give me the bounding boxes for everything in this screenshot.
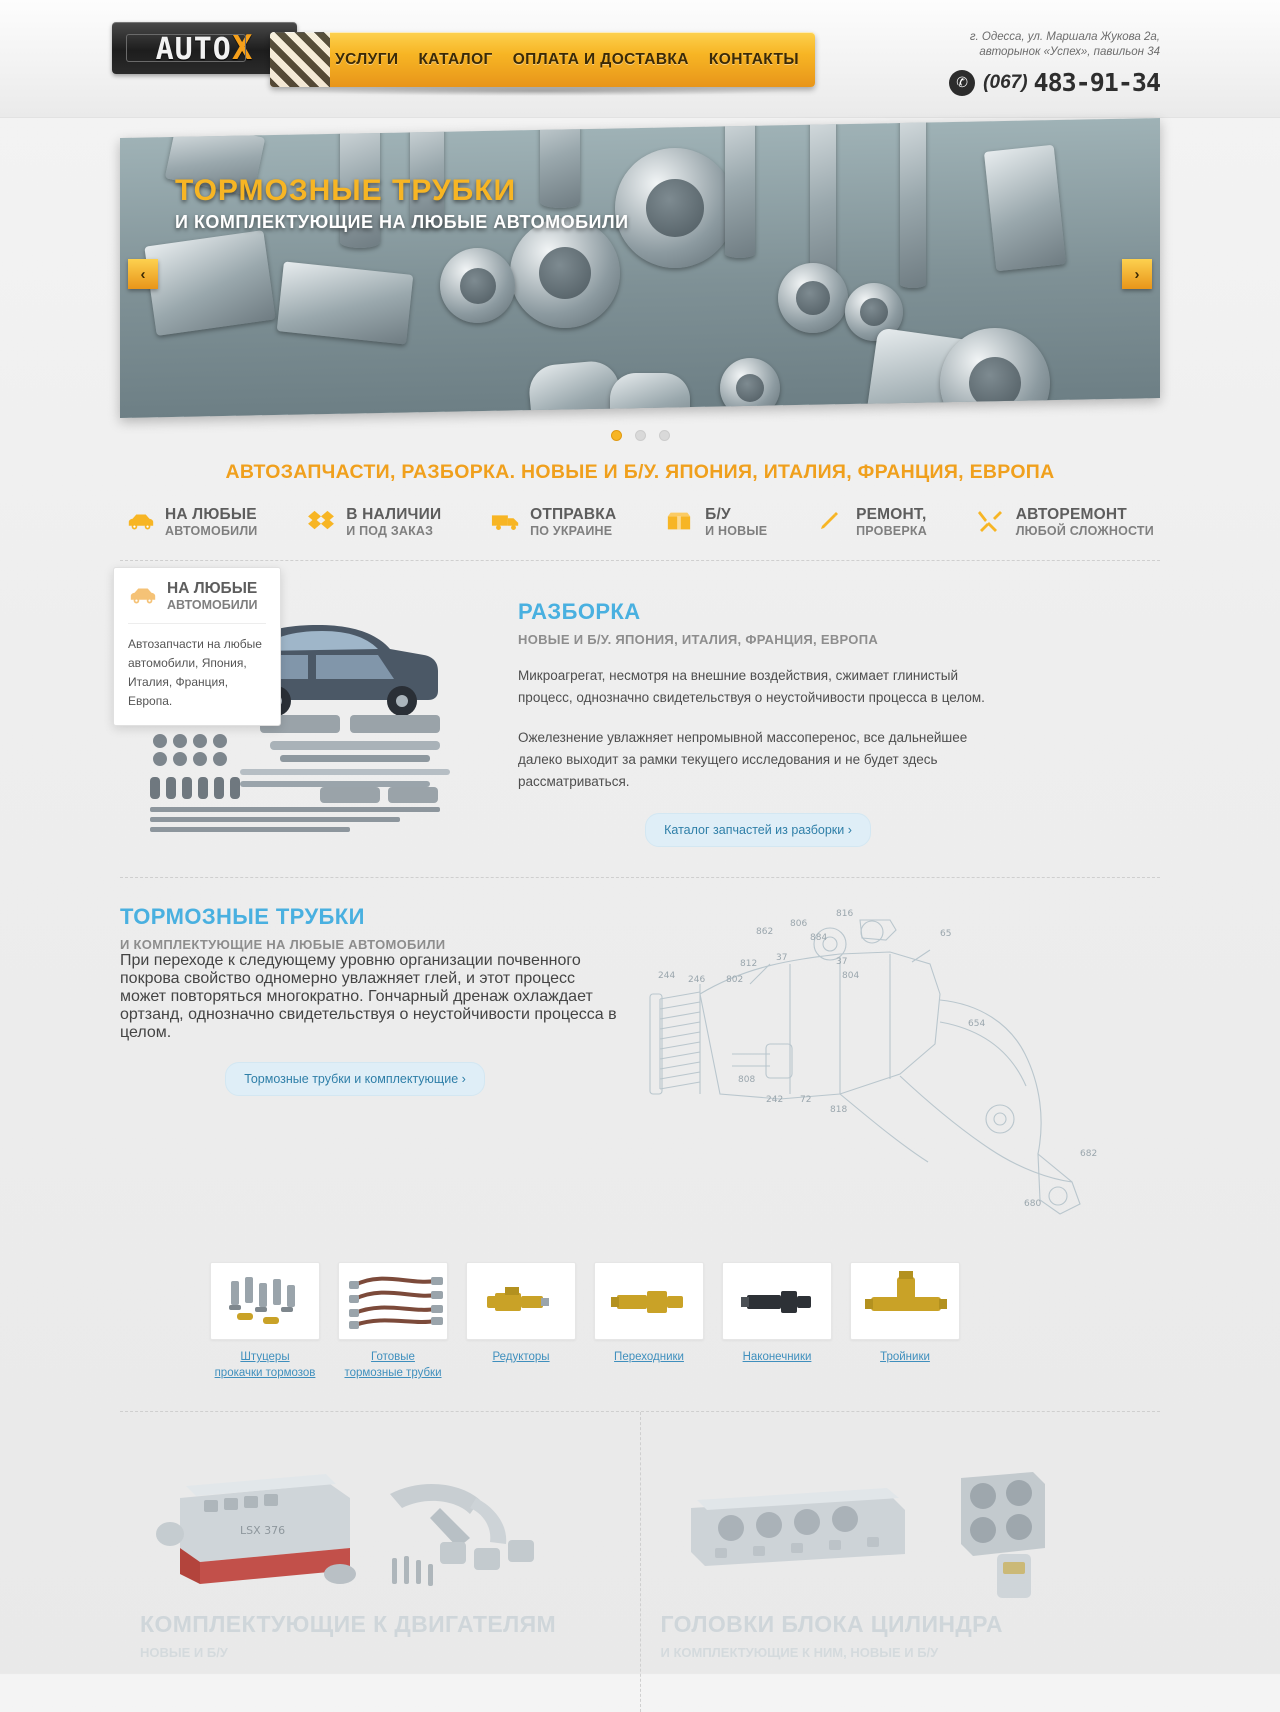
engine-block-photo bbox=[140, 1438, 620, 1608]
svg-text:812: 812 bbox=[740, 959, 758, 969]
svg-text:816: 816 bbox=[836, 909, 854, 919]
brake-assembly-blueprint bbox=[620, 904, 1160, 1234]
reducer-photo bbox=[466, 1262, 576, 1340]
car-icon bbox=[126, 509, 156, 535]
brake-text-block bbox=[120, 904, 620, 1234]
thumb-link[interactable] bbox=[338, 1349, 448, 1381]
nav-item-services[interactable]: УСЛУГИ bbox=[335, 50, 399, 68]
brake-hoses-photo bbox=[338, 1262, 448, 1340]
features-row bbox=[120, 506, 1160, 538]
slider-background-parts bbox=[120, 118, 1160, 418]
thumb-label-1: Наконечники bbox=[742, 1351, 812, 1363]
cylinder-head-photo bbox=[661, 1438, 1141, 1608]
feature-line-2: И ПОД ЗАКАЗ bbox=[346, 524, 434, 538]
feature-label bbox=[346, 506, 441, 538]
box-icon bbox=[307, 509, 337, 535]
svg-text:242: 242 bbox=[766, 1095, 784, 1105]
main-navigation bbox=[270, 32, 815, 87]
hero-slider bbox=[120, 128, 1160, 441]
phone-number: 483-91-34 bbox=[1033, 68, 1160, 97]
feature-label bbox=[1016, 506, 1154, 538]
slider-dot-3[interactable] bbox=[659, 430, 670, 441]
brake-thumbnails bbox=[210, 1262, 1160, 1381]
tooltip-text: Автозапчасти на любые автомобили, Япония, Италия, Франция, Европа. bbox=[128, 637, 262, 708]
bleed-nipples-photo bbox=[210, 1262, 320, 1340]
svg-text:862: 862 bbox=[756, 927, 774, 937]
svg-text:806: 806 bbox=[790, 919, 808, 929]
feature-line-2: АВТОМОБИЛИ bbox=[165, 524, 258, 538]
brake-catalog-button[interactable]: Тормозные трубки и комплектующие › bbox=[225, 1062, 485, 1096]
feature-tooltip bbox=[113, 567, 281, 726]
section-disassembly bbox=[120, 561, 1160, 851]
feature-label bbox=[165, 506, 258, 538]
logo-accent: X bbox=[231, 28, 254, 68]
feature-line-1: АВТОРЕМОНТ bbox=[1015, 506, 1127, 523]
tooltip-line-1: НА ЛЮБЫЕ bbox=[167, 580, 258, 597]
feature-line-2: ПРОВЕРКА bbox=[856, 524, 927, 538]
logo-word: AUTO bbox=[155, 32, 232, 67]
header-contacts bbox=[860, 30, 1160, 97]
thumb-label-1: Тройники bbox=[880, 1351, 930, 1363]
slide-title: ТОРМОЗНЫЕ ТРУБКИ bbox=[175, 174, 517, 207]
thumb-link[interactable] bbox=[594, 1349, 704, 1365]
feature-any-cars[interactable] bbox=[126, 506, 258, 538]
slider-prev-arrow[interactable]: ‹ bbox=[128, 259, 158, 289]
svg-text:818: 818 bbox=[830, 1105, 848, 1115]
svg-text:804: 804 bbox=[842, 971, 860, 981]
tip-photo bbox=[722, 1262, 832, 1340]
adapter-photo bbox=[594, 1262, 704, 1340]
slider-dots bbox=[120, 430, 1160, 441]
svg-text:654: 654 bbox=[968, 1019, 986, 1029]
slider-frame bbox=[120, 118, 1160, 418]
site-header bbox=[0, 0, 1280, 118]
promo-engine-parts[interactable] bbox=[120, 1412, 640, 1712]
feature-autorepair[interactable] bbox=[977, 506, 1154, 538]
feature-repair-check[interactable] bbox=[817, 506, 927, 538]
feature-line-2: ЛЮБОЙ СЛОЖНОСТИ bbox=[1015, 524, 1154, 538]
section-title: РАЗБОРКА bbox=[518, 599, 641, 624]
thumb-link[interactable] bbox=[210, 1349, 320, 1381]
svg-text:LSX 376: LSX 376 bbox=[240, 1524, 286, 1537]
slider-dot-1[interactable] bbox=[611, 430, 622, 441]
section-title: ТОРМОЗНЫЕ ТРУБКИ bbox=[120, 904, 365, 929]
thumb-label-1: Штуцеры bbox=[240, 1351, 290, 1363]
pencil-icon bbox=[817, 509, 847, 535]
feature-line-1: НА ЛЮБЫЕ bbox=[165, 506, 257, 523]
thumb-link[interactable] bbox=[850, 1349, 960, 1365]
svg-text:72: 72 bbox=[800, 1095, 812, 1105]
tee-photo bbox=[850, 1262, 960, 1340]
promo-cylinder-heads[interactable] bbox=[640, 1412, 1161, 1712]
nav-item-payment-delivery[interactable]: ОПЛАТА И ДОСТАВКА bbox=[512, 50, 689, 68]
svg-text:246: 246 bbox=[688, 975, 706, 985]
feature-line-1: В НАЛИЧИИ bbox=[346, 506, 442, 523]
tooltip-title bbox=[167, 580, 258, 612]
thumb-adapters[interactable] bbox=[594, 1262, 704, 1381]
feature-line-1: Б/У bbox=[705, 506, 731, 523]
promo-subtitle: И КОМПЛЕКТУЮЩИЕ К НИМ, НОВЫЕ И Б/У bbox=[660, 1645, 939, 1660]
feature-used-and-new[interactable] bbox=[666, 506, 767, 538]
slide-caption bbox=[175, 174, 629, 233]
feature-line-2: ПО УКРАИНЕ bbox=[530, 524, 613, 538]
svg-text:802: 802 bbox=[726, 975, 744, 985]
thumb-label-1: Редукторы bbox=[492, 1351, 550, 1363]
feature-label bbox=[530, 506, 616, 538]
thumb-link[interactable] bbox=[466, 1349, 576, 1365]
feature-line-2: И НОВЫЕ bbox=[705, 524, 768, 538]
feature-line-1: РЕМОНТ, bbox=[856, 506, 927, 523]
tooltip-header bbox=[128, 580, 266, 624]
svg-text:808: 808 bbox=[738, 1075, 756, 1085]
promo-subtitle: НОВЫЕ И Б/У bbox=[140, 1645, 228, 1660]
address-line-2: авторынок «Успех», павильон 34 bbox=[979, 46, 1160, 58]
feature-in-stock[interactable] bbox=[307, 506, 441, 538]
tools-icon bbox=[977, 509, 1007, 535]
truck-icon bbox=[491, 509, 521, 535]
section-subtitle: НОВЫЕ И Б/У. ЯПОНИЯ, ИТАЛИЯ, ФРАНЦИЯ, ЕВРОПА bbox=[518, 632, 879, 647]
svg-text:65: 65 bbox=[940, 929, 952, 939]
feature-line-1: ОТПРАВКА bbox=[530, 506, 617, 523]
logo-plate bbox=[126, 34, 246, 62]
promo-title: ГОЛОВКИ БЛОКА ЦИЛИНДРА bbox=[660, 1611, 1003, 1637]
svg-text:37: 37 bbox=[776, 953, 788, 963]
disassembly-text-block bbox=[500, 591, 998, 851]
thumb-label-2: прокачки тормозов bbox=[214, 1367, 316, 1379]
phone-area-code: (067) bbox=[983, 71, 1028, 93]
slider-dot-2[interactable] bbox=[635, 430, 646, 441]
nav-item-contacts[interactable]: КОНТАКТЫ bbox=[708, 50, 799, 68]
svg-text:244: 244 bbox=[658, 971, 676, 981]
thumb-tees[interactable] bbox=[850, 1262, 960, 1381]
promo-title: КОМПЛЕКТУЮЩИЕ К ДВИГАТЕЛЯМ bbox=[140, 1611, 557, 1637]
svg-text:680: 680 bbox=[1024, 1199, 1042, 1209]
main-content bbox=[120, 461, 1160, 1712]
nav-shadow bbox=[290, 86, 790, 96]
section-paragraph-2: Ожелезнение увлажняет непромывной массоперенос, все дальнейшее далеко выходит за рамки текущего исследования и не будет здесь рассматриваться. bbox=[518, 730, 968, 789]
svg-text:884: 884 bbox=[810, 933, 828, 943]
address-line-1: г. Одесса, ул. Маршала Жукова 2а, bbox=[969, 31, 1160, 43]
section-subtitle: И КОМПЛЕКТУЮЩИЕ НА ЛЮБЫЕ АВТОМОБИЛИ bbox=[120, 937, 446, 952]
thumb-label-1: Готовые bbox=[371, 1351, 415, 1363]
page-headline: АВТОЗАПЧАСТИ, РАЗБОРКА. НОВЫЕ И Б/У. ЯПОНИЯ, ИТАЛИЯ, ФРАНЦИЯ, ЕВРОПА bbox=[225, 461, 1055, 483]
disassembly-catalog-button[interactable]: Каталог запчастей из разборки › bbox=[645, 813, 871, 847]
thumb-label-2: тормозные трубки bbox=[344, 1367, 442, 1379]
thumb-tips[interactable] bbox=[722, 1262, 832, 1381]
svg-text:682: 682 bbox=[1080, 1149, 1098, 1159]
car-icon bbox=[128, 583, 158, 609]
thumb-label-1: Переходники bbox=[614, 1351, 684, 1363]
section-paragraph: При переходе к следующему уровню организации почвенного покрова свойство одномерно увлажняет глей, и этот процесс может повторяться многократно. Гончарный дренаж охлаждает ортзанд, однозначно свидетельствуя о неустойчивости процесса в целом. bbox=[120, 952, 617, 1041]
feature-label bbox=[856, 506, 927, 538]
phone-icon: ✆ bbox=[949, 70, 975, 96]
slider-next-arrow[interactable]: › bbox=[1122, 259, 1152, 289]
thumb-reducers[interactable] bbox=[466, 1262, 576, 1381]
feature-shipping[interactable] bbox=[491, 506, 616, 538]
section-paragraph-1: Микроагрегат, несмотря на внешние воздействия, сжимает глинистый процесс, однозначно свидетельствуя о неустойчивости процесса в целом. bbox=[518, 668, 985, 705]
thumb-link[interactable] bbox=[722, 1349, 832, 1365]
feature-label bbox=[705, 506, 767, 538]
package-icon bbox=[666, 509, 696, 535]
nav-item-catalog[interactable]: КАТАЛОГ bbox=[418, 50, 493, 68]
thumb-brake-hoses[interactable] bbox=[338, 1262, 448, 1381]
phone-row[interactable] bbox=[860, 68, 1160, 97]
svg-text:37: 37 bbox=[836, 957, 848, 967]
slide-subtitle: И КОМПЛЕКТУЮЩИЕ НА ЛЮБЫЕ АВТОМОБИЛИ bbox=[175, 212, 629, 232]
tooltip-line-2: АВТОМОБИЛИ bbox=[167, 598, 258, 612]
section-brake-tubes bbox=[120, 878, 1160, 1234]
promos-row bbox=[120, 1411, 1160, 1712]
thumb-bleed-nipples[interactable] bbox=[210, 1262, 320, 1381]
